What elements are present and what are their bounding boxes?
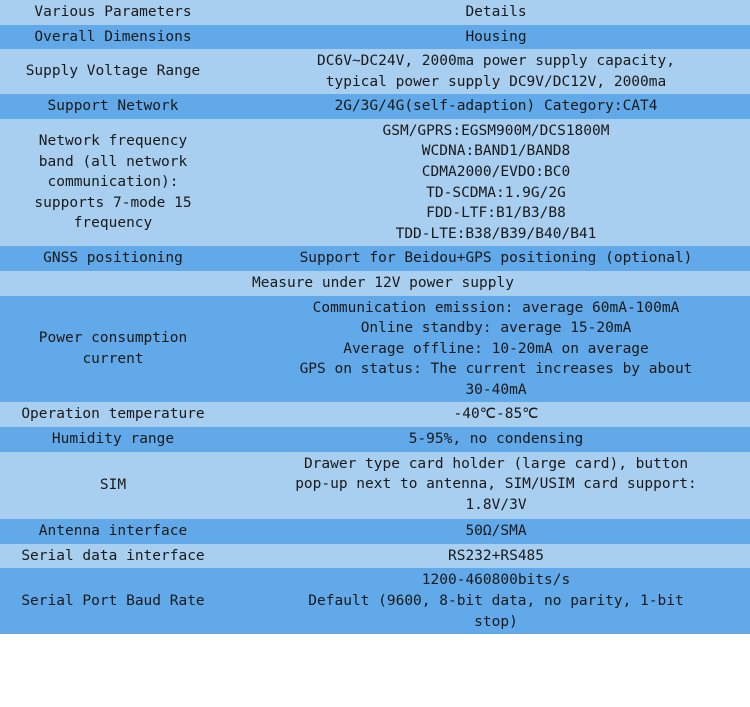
detail-line: GPS on status: The current increases by about bbox=[299, 361, 693, 378]
detail-line: stop) bbox=[474, 613, 518, 630]
detail-line: TDD-LTE:B38/B39/B40/B41 bbox=[395, 225, 597, 242]
header-parameter: Various Parameters bbox=[0, 0, 226, 25]
table-row bbox=[0, 402, 750, 427]
param-gnss-positioning: GNSS positioning bbox=[0, 246, 226, 271]
param-sim: SIM bbox=[0, 452, 226, 520]
detail-operation-temperature: -40℃-85℃ bbox=[226, 402, 750, 427]
param-serial-port-baud-rate: Serial Port Baud Rate bbox=[0, 568, 226, 634]
detail-humidity-range: 5-95%, no condensing bbox=[226, 427, 750, 452]
table-row-full-width bbox=[0, 271, 750, 296]
table-header-row bbox=[0, 0, 750, 25]
table-row bbox=[0, 519, 750, 544]
param-line: Network frequency bbox=[38, 133, 188, 150]
detail-antenna-interface: 50Ω/SMA bbox=[226, 519, 750, 544]
param-line: communication): bbox=[47, 174, 179, 191]
param-support-network: Support Network bbox=[0, 94, 226, 119]
detail-line: Online standby: average 15-20mA bbox=[360, 320, 632, 337]
table-row bbox=[0, 94, 750, 119]
detail-measure-note: Measure under 12V power supply bbox=[0, 271, 750, 296]
detail-sim bbox=[226, 452, 750, 520]
detail-line: 30-40mA bbox=[465, 381, 527, 398]
detail-line: WCDNA:BAND1/BAND8 bbox=[421, 143, 571, 160]
detail-line: pop-up next to antenna, SIM/USIM card support: bbox=[295, 476, 697, 493]
param-network-frequency-band bbox=[0, 119, 226, 246]
detail-overall-dimensions: Housing bbox=[226, 25, 750, 50]
param-line: frequency bbox=[73, 215, 153, 232]
detail-line: TD-SCDMA:1.9G/2G bbox=[426, 184, 566, 201]
detail-line: Drawer type card holder (large card), button bbox=[303, 455, 689, 472]
detail-gnss-positioning: Support for Beidou+GPS positioning (optional) bbox=[226, 246, 750, 271]
detail-line: GSM/GPRS:EGSM900M/DCS1800M bbox=[382, 122, 610, 139]
param-line: band (all network bbox=[38, 153, 188, 170]
detail-line: Default (9600, 8-bit data, no parity, 1-bit bbox=[308, 593, 684, 610]
detail-line: CDMA2000/EVDO:BC0 bbox=[421, 164, 571, 181]
detail-serial-data-interface: RS232+RS485 bbox=[226, 544, 750, 569]
param-line: Power consumption bbox=[38, 330, 188, 347]
detail-line: 1.8V/3V bbox=[465, 496, 527, 513]
param-serial-data-interface: Serial data interface bbox=[0, 544, 226, 569]
param-line: current bbox=[82, 350, 144, 367]
param-power-consumption-current bbox=[0, 296, 226, 403]
detail-line: DC6V~DC24V, 2000ma power supply capacity, bbox=[317, 53, 675, 70]
detail-line: 1200-460800bits/s bbox=[421, 572, 571, 589]
detail-network-frequency-band bbox=[226, 119, 750, 246]
param-overall-dimensions: Overall Dimensions bbox=[0, 25, 226, 50]
detail-power-consumption-current bbox=[226, 296, 750, 403]
table-row bbox=[0, 544, 750, 569]
table-row bbox=[0, 568, 750, 634]
table-row bbox=[0, 246, 750, 271]
table-row bbox=[0, 49, 750, 94]
param-antenna-interface: Antenna interface bbox=[0, 519, 226, 544]
detail-line: Average offline: 10-20mA on average bbox=[343, 340, 649, 357]
detail-supply-voltage-range bbox=[226, 49, 750, 94]
spacer bbox=[230, 515, 750, 517]
table-row bbox=[0, 427, 750, 452]
param-humidity-range: Humidity range bbox=[0, 427, 226, 452]
param-supply-voltage-range: Supply Voltage Range bbox=[0, 49, 226, 94]
detail-line: typical power supply DC9V/DC12V, 2000ma bbox=[325, 73, 667, 90]
param-line: supports 7-mode 15 bbox=[34, 194, 192, 211]
table-row bbox=[0, 25, 750, 50]
detail-support-network: 2G/3G/4G(self-adaption) Category:CAT4 bbox=[226, 94, 750, 119]
table-row bbox=[0, 452, 750, 520]
detail-serial-port-baud-rate bbox=[226, 568, 750, 634]
param-operation-temperature: Operation temperature bbox=[0, 402, 226, 427]
table-row bbox=[0, 119, 750, 246]
table-row bbox=[0, 296, 750, 403]
header-details: Details bbox=[226, 0, 750, 25]
detail-line: Communication emission: average 60mA-100mA bbox=[312, 299, 680, 316]
detail-line: FDD-LTF:B1/B3/B8 bbox=[426, 205, 566, 222]
